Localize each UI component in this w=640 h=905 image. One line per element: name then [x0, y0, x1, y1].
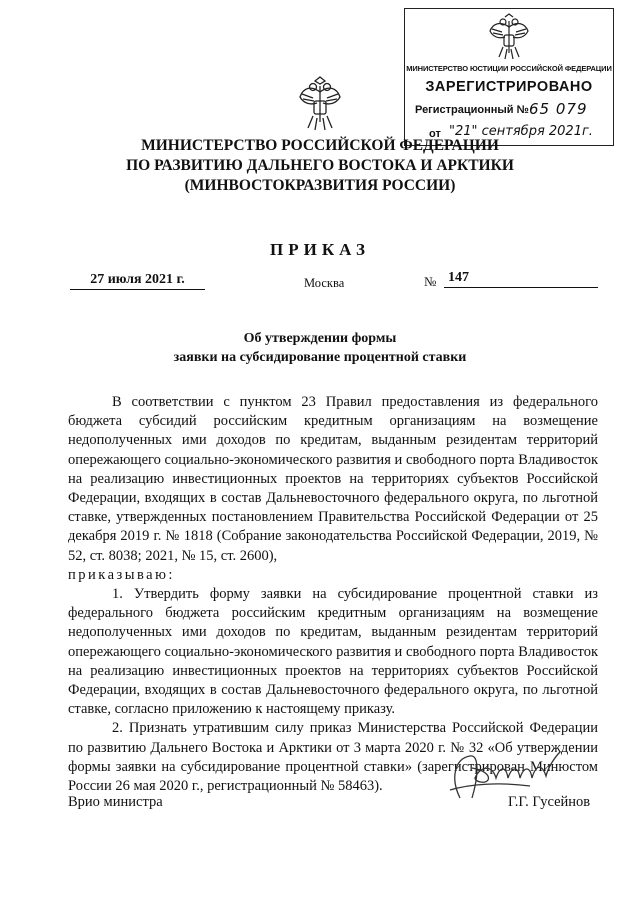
header-line-2: ПО РАЗВИТИЮ ДАЛЬНЕГО ВОСТОКА И АРКТИКИ [126, 157, 514, 174]
coat-of-arms-icon [298, 76, 342, 132]
body-paragraph-2: 1. Утвердить форму заявки на субсидирование процентной ставки из федерального бюджета российским кредитным организациям на возмещение недополученных ими доходов по кредитам, выданным резидентам территорий опережающего социально-экономического развития и свободного порта Владивосток на реализацию инвестиционных проектов на территориях субъектов Российской Федерации, входящих в состав Дальневосточного федерального округа, по льготной ставке, согласно приложению к настоящему приказу. [68, 586, 598, 718]
ministry-header [0, 136, 640, 196]
registration-stamp [404, 8, 614, 146]
stamp-registered: ЗАРЕГИСТРИРОВАНО [425, 79, 593, 95]
stamp-ministry: МИНИСТЕРСТВО ЮСТИЦИИ РОССИЙСКОЙ ФЕДЕРАЦИИ [406, 64, 612, 73]
stamp-date-text: "21" сентября 2021г. [449, 124, 593, 139]
header-line-1: МИНИСТЕРСТВО РОССИЙСКОЙ ФЕДЕРАЦИИ [141, 137, 499, 154]
body-order-word: приказываю: [68, 566, 175, 583]
order-body [68, 393, 598, 796]
stamp-from-label: от [429, 128, 441, 140]
signatory-name: Г.Г. Гусейнов [508, 794, 591, 810]
order-title: ПРИКАЗ [270, 240, 370, 259]
subject-line-2: заявки на субсидирование процентной ставки [173, 350, 467, 365]
order-number-label: № [424, 274, 437, 289]
header-line-3: (МИНВОСТОКРАЗВИТИЯ РОССИИ) [184, 177, 456, 194]
eagle-emblem-icon [487, 13, 531, 61]
stamp-regnum: 65 079 [529, 100, 588, 118]
order-city: Москва [304, 276, 345, 290]
body-paragraph-1: В соответствии с пунктом 23 Правил предоставления из федерального бюджета субсидий российским кредитным организациям на возмещение недополученных ими доходов по кредитам, выданным резидентам территорий опережающего социально-экономического развития и свободного порта Владивосток на реализацию инвестиционных проектов на территориях субъектов Российской Федерации, входящих в состав Дальневосточного федерального округа, по льготной ставке, утвержденных постановлением Правительства Российской Федерации от 25 декабря 2019 г. № 1818 (Собрание законодательства Российской Федерации, 2019, № 52, ст. 8038; 2021, № 15, ст. 2600), [68, 394, 598, 564]
subject-line-1: Об утверждении формы [243, 331, 397, 346]
body-paragraph-3: 2. Признать утратившим силу приказ Министерства Российской Федерации по развитию Дальнего Востока и Арктики от 3 марта 2020 г. № 32 «Об утверждении формы заявки на субсидирование процентной ставки» (зарегистрирован Минюстом России 26 мая 2020 г., регистрационный № 58463). [68, 720, 598, 795]
signatory-role: Врио министра [68, 794, 163, 810]
order-date: 27 июля 2021 г. [70, 272, 205, 290]
order-number: 147 [444, 270, 598, 288]
stamp-regnum-label: Регистрационный № [415, 104, 529, 116]
order-subject [0, 329, 640, 367]
